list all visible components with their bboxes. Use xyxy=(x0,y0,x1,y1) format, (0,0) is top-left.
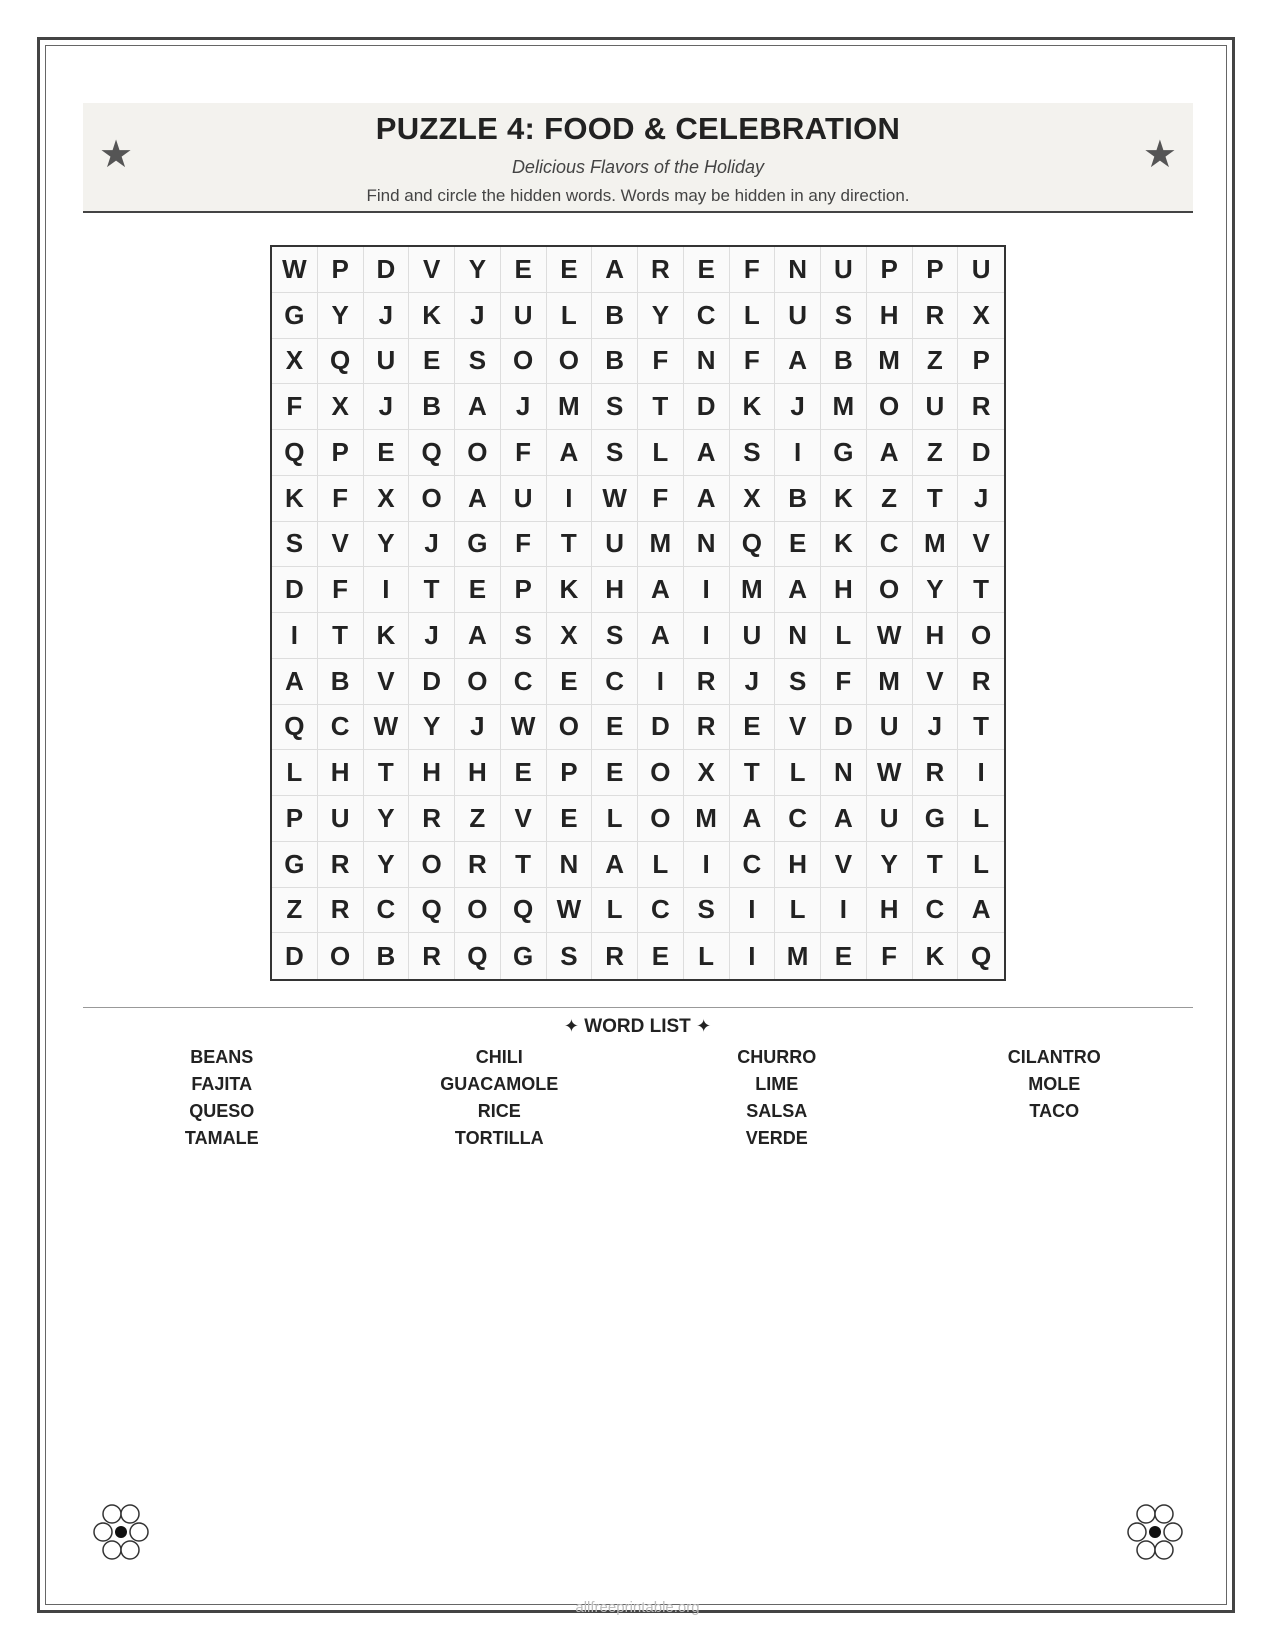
star-icon: ★ xyxy=(99,132,134,176)
word-list xyxy=(83,1047,1193,1148)
grid-cell[interactable]: A xyxy=(638,567,684,613)
grid-cell[interactable]: R xyxy=(684,705,730,751)
grid-cell[interactable]: V xyxy=(913,659,959,705)
grid-cell[interactable]: Z xyxy=(867,476,913,522)
grid-cell[interactable]: S xyxy=(730,430,776,476)
grid-cell[interactable]: K xyxy=(547,567,593,613)
grid-cell[interactable]: U xyxy=(958,247,1004,293)
grid-cell[interactable]: M xyxy=(775,933,821,979)
grid-cell[interactable]: E xyxy=(730,705,776,751)
grid-cell[interactable]: T xyxy=(409,567,455,613)
grid-cell[interactable]: C xyxy=(364,888,410,934)
grid-cell[interactable]: D xyxy=(409,659,455,705)
grid-cell[interactable]: G xyxy=(272,293,318,339)
grid-cell[interactable]: L xyxy=(272,750,318,796)
grid-cell[interactable]: A xyxy=(638,613,684,659)
footer-watermark: allfreeprintable.org xyxy=(575,1599,700,1616)
grid-cell[interactable]: D xyxy=(364,247,410,293)
grid-cell[interactable]: K xyxy=(409,293,455,339)
grid-cell[interactable]: R xyxy=(638,247,684,293)
grid-cell[interactable]: H xyxy=(409,750,455,796)
grid-cell[interactable]: Q xyxy=(272,430,318,476)
grid-cell[interactable]: I xyxy=(684,567,730,613)
grid-cell[interactable]: P xyxy=(913,247,959,293)
grid-cell[interactable]: X xyxy=(730,476,776,522)
grid-cell[interactable]: R xyxy=(913,293,959,339)
grid-cell[interactable]: P xyxy=(867,247,913,293)
grid-cell[interactable]: U xyxy=(821,247,867,293)
grid-cell[interactable]: I xyxy=(364,567,410,613)
grid-cell[interactable]: J xyxy=(730,659,776,705)
grid-cell[interactable]: S xyxy=(592,430,638,476)
grid-cell[interactable]: C xyxy=(867,522,913,568)
grid-cell[interactable]: E xyxy=(638,933,684,979)
grid-cell[interactable]: K xyxy=(730,384,776,430)
grid-cell[interactable]: L xyxy=(547,293,593,339)
grid-cell[interactable]: F xyxy=(501,430,547,476)
grid-cell[interactable]: C xyxy=(775,796,821,842)
grid-cell[interactable]: U xyxy=(501,293,547,339)
word-list-item: RICE xyxy=(477,1101,521,1121)
grid-cell[interactable]: J xyxy=(913,705,959,751)
word-list-item: QUESO xyxy=(189,1101,255,1121)
grid-cell[interactable]: S xyxy=(547,933,593,979)
grid-cell[interactable]: E xyxy=(821,933,867,979)
grid-cell[interactable]: O xyxy=(547,339,593,385)
grid-cell[interactable]: O xyxy=(638,750,684,796)
grid-cell[interactable]: R xyxy=(318,842,364,888)
grid-cell[interactable]: V xyxy=(364,659,410,705)
grid-cell[interactable]: B xyxy=(409,384,455,430)
grid-cell[interactable]: I xyxy=(684,842,730,888)
section-divider xyxy=(83,1007,1193,1008)
grid-cell[interactable]: B xyxy=(821,339,867,385)
grid-cell[interactable]: O xyxy=(867,567,913,613)
grid-cell[interactable]: Y xyxy=(364,842,410,888)
sparkle-icon: ✦ xyxy=(563,1016,579,1037)
grid-cell[interactable]: E xyxy=(592,750,638,796)
grid-cell[interactable]: N xyxy=(775,247,821,293)
grid-cell[interactable]: T xyxy=(318,613,364,659)
grid-cell[interactable]: F xyxy=(272,384,318,430)
grid-cell[interactable]: L xyxy=(775,750,821,796)
grid-cell[interactable]: U xyxy=(364,339,410,385)
grid-cell[interactable]: W xyxy=(867,613,913,659)
grid-cell[interactable]: B xyxy=(318,659,364,705)
grid-cell[interactable]: Z xyxy=(272,888,318,934)
grid-cell[interactable]: Z xyxy=(913,430,959,476)
puzzle-title: PUZZLE 4: FOOD & CELEBRATION xyxy=(375,111,901,146)
word-list-item: TORTILLA xyxy=(454,1128,544,1148)
grid-cell[interactable]: O xyxy=(455,659,501,705)
grid-cell[interactable]: W xyxy=(364,705,410,751)
grid-cell[interactable]: M xyxy=(913,522,959,568)
star-icon: ★ xyxy=(1142,132,1177,176)
grid-cell[interactable]: L xyxy=(638,430,684,476)
grid-cell[interactable]: D xyxy=(272,933,318,979)
grid-cell[interactable]: U xyxy=(501,476,547,522)
grid-cell[interactable]: I xyxy=(272,613,318,659)
grid-cell[interactable]: C xyxy=(501,659,547,705)
grid-cell[interactable]: S xyxy=(775,659,821,705)
grid-cell[interactable]: E xyxy=(547,796,593,842)
grid-cell[interactable]: Y xyxy=(364,522,410,568)
grid-cell[interactable]: P xyxy=(501,567,547,613)
grid-cell[interactable]: Q xyxy=(730,522,776,568)
grid-cell[interactable]: L xyxy=(684,933,730,979)
grid-cell[interactable]: K xyxy=(821,476,867,522)
grid-cell[interactable]: D xyxy=(821,705,867,751)
grid-cell[interactable]: M xyxy=(821,384,867,430)
grid-cell[interactable]: U xyxy=(867,705,913,751)
grid-cell[interactable]: O xyxy=(409,842,455,888)
grid-cell[interactable]: L xyxy=(958,842,1004,888)
grid-cell[interactable]: L xyxy=(821,613,867,659)
grid-cell[interactable]: Y xyxy=(455,247,501,293)
grid-cell[interactable]: O xyxy=(867,384,913,430)
grid-cell[interactable]: A xyxy=(684,476,730,522)
grid-cell[interactable]: J xyxy=(455,705,501,751)
grid-cell[interactable]: B xyxy=(364,933,410,979)
grid-cell[interactable]: Y xyxy=(364,796,410,842)
grid-cell[interactable]: C xyxy=(684,293,730,339)
grid-cell[interactable]: A xyxy=(592,842,638,888)
grid-cell[interactable]: X xyxy=(684,750,730,796)
grid-cell[interactable]: U xyxy=(318,796,364,842)
grid-cell[interactable]: V xyxy=(775,705,821,751)
grid-cell[interactable]: R xyxy=(409,796,455,842)
grid-cell[interactable]: E xyxy=(409,339,455,385)
sparkle-icon: ✦ xyxy=(696,1016,712,1037)
grid-cell[interactable]: V xyxy=(821,842,867,888)
grid-cell[interactable]: F xyxy=(501,522,547,568)
grid-cell[interactable]: H xyxy=(318,750,364,796)
grid-cell[interactable]: S xyxy=(684,888,730,934)
grid-cell[interactable]: N xyxy=(684,339,730,385)
grid-cell[interactable]: A xyxy=(455,613,501,659)
grid-cell[interactable]: D xyxy=(638,705,684,751)
grid-cell[interactable]: F xyxy=(730,339,776,385)
grid-cell[interactable]: J xyxy=(501,384,547,430)
grid-cell[interactable]: S xyxy=(592,613,638,659)
puzzle-subtitle: Delicious Flavors of the Holiday xyxy=(511,157,765,177)
grid-cell[interactable]: G xyxy=(455,522,501,568)
grid-cell[interactable]: W xyxy=(272,247,318,293)
grid-cell[interactable]: M xyxy=(684,796,730,842)
grid-cell[interactable]: B xyxy=(775,476,821,522)
grid-cell[interactable]: S xyxy=(821,293,867,339)
word-list-item: VERDE xyxy=(745,1128,808,1148)
grid-cell[interactable]: U xyxy=(775,293,821,339)
word-list-item: LIME xyxy=(755,1074,799,1094)
grid-cell[interactable]: E xyxy=(547,247,593,293)
grid-cell[interactable]: K xyxy=(272,476,318,522)
grid-cell[interactable]: D xyxy=(272,567,318,613)
grid-cell[interactable]: M xyxy=(547,384,593,430)
word-list-header xyxy=(0,1016,1275,1038)
grid-cell[interactable]: Q xyxy=(272,705,318,751)
grid-cell[interactable]: A xyxy=(455,476,501,522)
grid-cell[interactable]: Z xyxy=(913,339,959,385)
grid-cell[interactable]: V xyxy=(501,796,547,842)
grid-cell[interactable]: X xyxy=(547,613,593,659)
grid-cell[interactable]: Q xyxy=(501,888,547,934)
grid-cell[interactable]: A xyxy=(272,659,318,705)
grid-cell[interactable]: E xyxy=(684,247,730,293)
grid-cell[interactable]: Y xyxy=(867,842,913,888)
word-list-item: FAJITA xyxy=(191,1074,253,1094)
grid-cell[interactable]: G xyxy=(272,842,318,888)
grid-cell[interactable]: O xyxy=(547,705,593,751)
grid-cell[interactable]: Y xyxy=(409,705,455,751)
grid-cell[interactable]: Z xyxy=(455,796,501,842)
grid-cell[interactable]: X xyxy=(318,384,364,430)
grid-cell[interactable]: I xyxy=(775,430,821,476)
grid-cell[interactable]: O xyxy=(409,476,455,522)
grid-cell[interactable]: Q xyxy=(455,933,501,979)
grid-cell[interactable]: S xyxy=(501,613,547,659)
grid-cell[interactable]: Q xyxy=(318,339,364,385)
grid-cell[interactable]: P xyxy=(958,339,1004,385)
grid-cell[interactable]: F xyxy=(318,567,364,613)
grid-cell[interactable]: J xyxy=(364,384,410,430)
word-list-item: CILANTRO xyxy=(1007,1047,1101,1067)
grid-cell[interactable]: F xyxy=(638,339,684,385)
grid-cell[interactable]: T xyxy=(958,705,1004,751)
grid-cell[interactable]: G xyxy=(501,933,547,979)
grid-cell[interactable]: E xyxy=(501,750,547,796)
grid-cell[interactable]: L xyxy=(592,796,638,842)
grid-cell[interactable]: A xyxy=(775,567,821,613)
grid-cell[interactable]: X xyxy=(272,339,318,385)
puzzle-header xyxy=(83,103,1193,213)
grid-cell[interactable]: C xyxy=(592,659,638,705)
grid-cell[interactable]: D xyxy=(958,430,1004,476)
flower-icon xyxy=(1123,1500,1187,1564)
grid-cell[interactable]: V xyxy=(958,522,1004,568)
word-list-item: BEANS xyxy=(190,1047,254,1067)
grid-cell[interactable]: T xyxy=(958,567,1004,613)
grid-cell[interactable]: H xyxy=(913,613,959,659)
grid-cell[interactable]: Y xyxy=(318,293,364,339)
grid-cell[interactable]: B xyxy=(592,339,638,385)
grid-cell[interactable]: I xyxy=(821,888,867,934)
grid-cell[interactable]: M xyxy=(638,522,684,568)
word-list-item: CHURRO xyxy=(737,1047,817,1067)
grid-cell[interactable]: O xyxy=(501,339,547,385)
grid-cell[interactable]: M xyxy=(867,659,913,705)
grid-cell[interactable]: E xyxy=(364,430,410,476)
grid-cell[interactable]: K xyxy=(364,613,410,659)
grid-cell[interactable]: T xyxy=(547,522,593,568)
grid-cell[interactable]: X xyxy=(958,293,1004,339)
grid-cell[interactable]: O xyxy=(638,796,684,842)
grid-cell[interactable]: M xyxy=(867,339,913,385)
grid-cell[interactable]: V xyxy=(318,522,364,568)
grid-cell[interactable]: S xyxy=(455,339,501,385)
grid-cell[interactable]: T xyxy=(638,384,684,430)
grid-cell[interactable]: R xyxy=(318,888,364,934)
grid-cell[interactable]: R xyxy=(913,750,959,796)
grid-cell[interactable]: N xyxy=(684,522,730,568)
grid-cell[interactable]: J xyxy=(455,293,501,339)
grid-cell[interactable]: A xyxy=(592,247,638,293)
grid-cell[interactable]: W xyxy=(547,888,593,934)
grid-cell[interactable]: A xyxy=(958,888,1004,934)
grid-cell[interactable]: I xyxy=(684,613,730,659)
flower-icon xyxy=(89,1500,153,1564)
grid-cell[interactable]: H xyxy=(455,750,501,796)
grid-cell[interactable]: A xyxy=(775,339,821,385)
grid-cell[interactable]: E xyxy=(775,522,821,568)
grid-cell[interactable]: J xyxy=(958,476,1004,522)
grid-cell[interactable]: B xyxy=(592,293,638,339)
grid-cell[interactable]: L xyxy=(958,796,1004,842)
word-list-item: TAMALE xyxy=(184,1128,259,1148)
grid-cell[interactable]: N xyxy=(821,750,867,796)
grid-cell[interactable]: R xyxy=(455,842,501,888)
grid-cell[interactable]: C xyxy=(318,705,364,751)
grid-cell[interactable]: F xyxy=(730,247,776,293)
grid-cell[interactable]: T xyxy=(913,842,959,888)
grid-cell[interactable]: I xyxy=(547,476,593,522)
word-list-item: GUACAMOLE xyxy=(440,1074,559,1094)
grid-cell[interactable]: R xyxy=(592,933,638,979)
grid-cell[interactable]: Y xyxy=(913,567,959,613)
grid-cell[interactable]: R xyxy=(958,659,1004,705)
grid-cell[interactable]: K xyxy=(821,522,867,568)
grid-cell[interactable]: G xyxy=(821,430,867,476)
grid-cell[interactable]: M xyxy=(730,567,776,613)
grid-cell[interactable]: U xyxy=(867,796,913,842)
grid-cell[interactable]: T xyxy=(913,476,959,522)
grid-cell[interactable]: X xyxy=(364,476,410,522)
grid-cell[interactable]: A xyxy=(821,796,867,842)
grid-cell[interactable]: L xyxy=(592,888,638,934)
grid-cell[interactable]: L xyxy=(638,842,684,888)
grid-cell[interactable]: L xyxy=(775,888,821,934)
grid-cell[interactable]: F xyxy=(821,659,867,705)
word-list-item: MOLE xyxy=(1028,1074,1081,1094)
grid-cell[interactable]: F xyxy=(318,476,364,522)
grid-cell[interactable]: A xyxy=(455,384,501,430)
grid-cell[interactable]: W xyxy=(501,705,547,751)
grid-cell[interactable]: G xyxy=(913,796,959,842)
letter-grid xyxy=(270,245,1006,981)
grid-cell[interactable]: K xyxy=(913,933,959,979)
puzzle-instructions: Find and circle the hidden words. Words may be hidden in any direction. xyxy=(366,186,910,205)
grid-cell[interactable]: E xyxy=(547,659,593,705)
grid-cell[interactable]: F xyxy=(638,476,684,522)
grid-cell[interactable]: R xyxy=(684,659,730,705)
grid-cell[interactable]: E xyxy=(455,567,501,613)
word-list-item: TACO xyxy=(1029,1101,1080,1121)
grid-cell[interactable]: O xyxy=(318,933,364,979)
grid-cell[interactable]: H xyxy=(821,567,867,613)
grid-cell[interactable]: P xyxy=(318,247,364,293)
grid-cell[interactable]: C xyxy=(730,842,776,888)
grid-cell[interactable]: J xyxy=(409,522,455,568)
grid-cell[interactable]: I xyxy=(730,888,776,934)
grid-cell[interactable]: V xyxy=(409,247,455,293)
grid-cell[interactable]: R xyxy=(958,384,1004,430)
grid-cell[interactable]: C xyxy=(638,888,684,934)
grid-cell[interactable]: U xyxy=(913,384,959,430)
grid-cell[interactable]: H xyxy=(867,293,913,339)
grid-cell[interactable]: J xyxy=(364,293,410,339)
grid-cell[interactable]: W xyxy=(867,750,913,796)
grid-cell[interactable]: Q xyxy=(409,888,455,934)
grid-cell[interactable]: Q xyxy=(409,430,455,476)
word-list-title: WORD LIST xyxy=(584,1016,691,1037)
grid-cell[interactable]: H xyxy=(867,888,913,934)
grid-cell[interactable]: S xyxy=(592,384,638,430)
word-list-item: CHILI xyxy=(475,1047,523,1067)
grid-cell[interactable]: F xyxy=(867,933,913,979)
grid-cell[interactable]: T xyxy=(730,750,776,796)
grid-cell[interactable]: I xyxy=(958,750,1004,796)
grid-cell[interactable]: U xyxy=(730,613,776,659)
grid-cell[interactable]: E xyxy=(592,705,638,751)
grid-cell[interactable]: P xyxy=(547,750,593,796)
grid-cell[interactable]: S xyxy=(272,522,318,568)
grid-cell[interactable]: E xyxy=(501,247,547,293)
word-list-item: SALSA xyxy=(746,1101,808,1121)
grid-cell[interactable]: L xyxy=(730,293,776,339)
grid-cell[interactable]: O xyxy=(455,888,501,934)
grid-cell[interactable]: J xyxy=(775,384,821,430)
grid-cell[interactable]: H xyxy=(592,567,638,613)
grid-cell[interactable]: W xyxy=(592,476,638,522)
grid-cell[interactable]: T xyxy=(501,842,547,888)
grid-cell[interactable]: N xyxy=(775,613,821,659)
grid-cell[interactable]: A xyxy=(547,430,593,476)
grid-cell[interactable]: D xyxy=(684,384,730,430)
grid-cell[interactable]: H xyxy=(775,842,821,888)
grid-cell[interactable]: Y xyxy=(638,293,684,339)
grid-cell[interactable]: J xyxy=(409,613,455,659)
grid-cell[interactable]: A xyxy=(730,796,776,842)
grid-cell[interactable]: P xyxy=(272,796,318,842)
grid-cell[interactable]: O xyxy=(455,430,501,476)
grid-cell[interactable]: N xyxy=(547,842,593,888)
grid-cell[interactable]: T xyxy=(364,750,410,796)
grid-cell[interactable]: Q xyxy=(971,940,992,971)
grid-cell[interactable]: P xyxy=(318,430,364,476)
grid-cell[interactable]: C xyxy=(913,888,959,934)
grid-cell[interactable]: O xyxy=(958,613,1004,659)
grid-cell[interactable]: I xyxy=(638,659,684,705)
grid-cell[interactable]: I xyxy=(730,933,776,979)
grid-cell[interactable]: A xyxy=(867,430,913,476)
grid-cell[interactable]: R xyxy=(409,933,455,979)
grid-cell[interactable]: U xyxy=(592,522,638,568)
grid-cell[interactable]: A xyxy=(684,430,730,476)
